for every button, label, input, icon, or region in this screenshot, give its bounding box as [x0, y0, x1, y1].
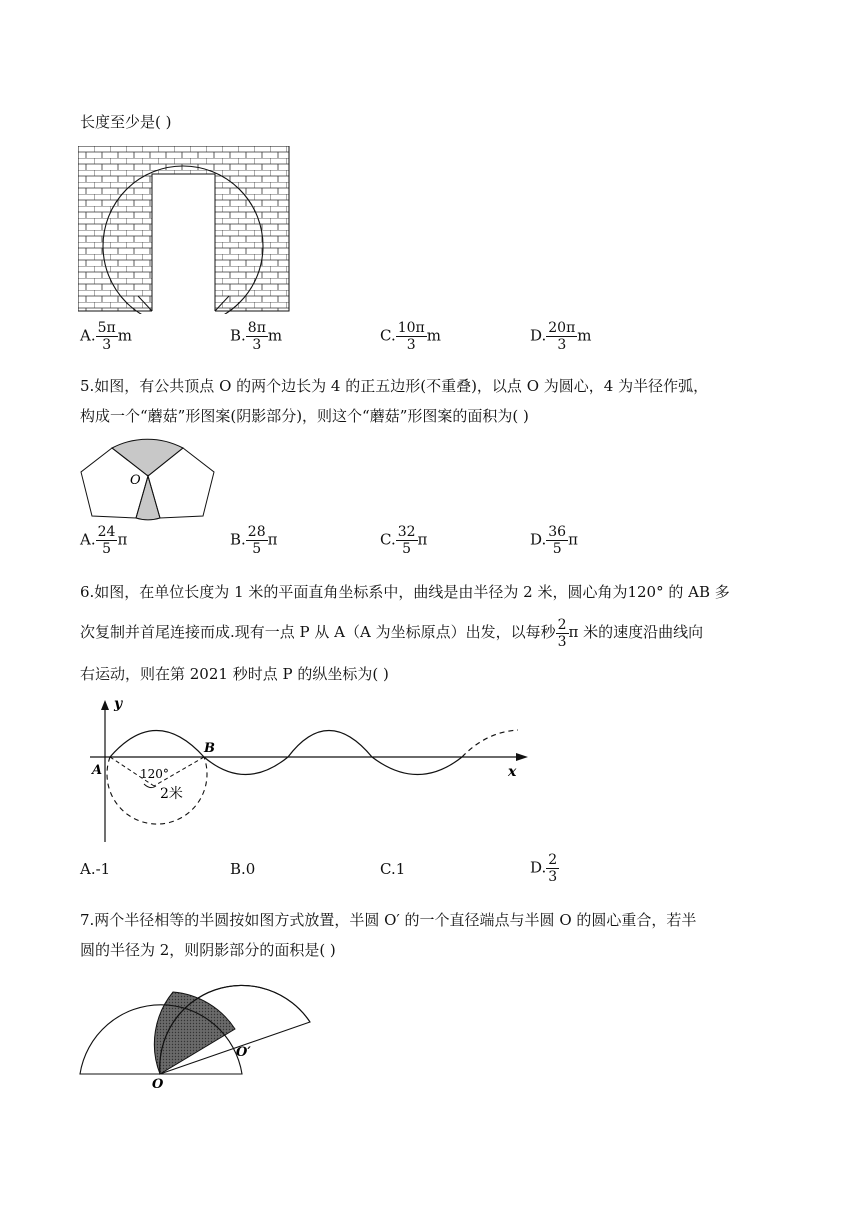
q4-option-b[interactable]: B. $\frac{8\pi}{3}$ m [230, 320, 283, 353]
q6-option-d[interactable]: D. $\frac{2}{3}$ [530, 852, 558, 885]
q7-line-2: 圆的半径为 2，则阴影部分的面积是( ) [80, 941, 336, 959]
mushroom-figure [78, 428, 218, 522]
point-a-label: A [92, 763, 103, 778]
q6-option-c[interactable]: C.1 [380, 860, 406, 878]
x-axis-label: x [508, 764, 517, 780]
angle-label: 120° [140, 767, 169, 781]
q4-option-c[interactable]: C. $\frac{10\pi}{3}$ m [380, 320, 441, 353]
brick-wall-figure [78, 146, 290, 314]
q5-line-1: 5.如图，有公共顶点 O 的两个边长为 4 的正五边形(不重叠)，以点 O 为圆心，4 为半径作弧， [80, 377, 709, 395]
y-axis-label: y [114, 696, 123, 712]
q6-line-1: 6.如图，在单位长度为 1 米的平面直角坐标系中，曲线是由半径为 2 米，圆心角为120° 的 AB 多 [80, 583, 730, 601]
q6-option-b[interactable]: B.0 [230, 860, 256, 878]
q6-option-a[interactable]: A.-1 [80, 860, 111, 878]
point-b-label: B [204, 741, 215, 756]
point-o-label: O [152, 1077, 164, 1092]
q5-option-b[interactable]: B. $\frac{28}{5}$ π [230, 524, 278, 557]
q6-line-3: 右运动，则在第 2021 秒时点 P 的纵坐标为( ) [80, 665, 389, 683]
q5-option-c[interactable]: C. $\frac{32}{5}$ π [380, 524, 428, 557]
q7-line-1: 7.两个半径相等的半圆按如图方式放置，半圆 O′ 的一个直径端点与半圆 O 的圆心重合，若半 [80, 911, 697, 929]
radius-label: 2米 [160, 786, 183, 802]
q5-option-a[interactable]: A. $\frac{24}{5}$ π [80, 524, 128, 557]
q6-line-2: 次复制并首尾连接而成.现有一点 P 从 A（A 为坐标原点）出发，以每秒 $\frac{2}{3}$ π 米的速度沿曲线向 [80, 616, 704, 650]
q5-line-2: 构成一个“蘑菇”形图案(阴影部分)，则这个“蘑菇”形图案的面积为( ) [80, 407, 529, 425]
point-o-label: O [130, 473, 141, 488]
point-o-prime-label: O′ [236, 1045, 251, 1060]
semicircles-figure [78, 968, 318, 1092]
q4-option-a[interactable]: A. $\frac{5\pi}{3}$ m [80, 320, 132, 353]
q4-tail-text: 长度至少是( ) [80, 113, 172, 131]
sine-curve-figure [88, 694, 532, 844]
q5-option-d[interactable]: D. $\frac{36}{5}$ π [530, 524, 578, 557]
q4-option-d[interactable]: D. $\frac{20\pi}{3}$ m [530, 320, 592, 353]
